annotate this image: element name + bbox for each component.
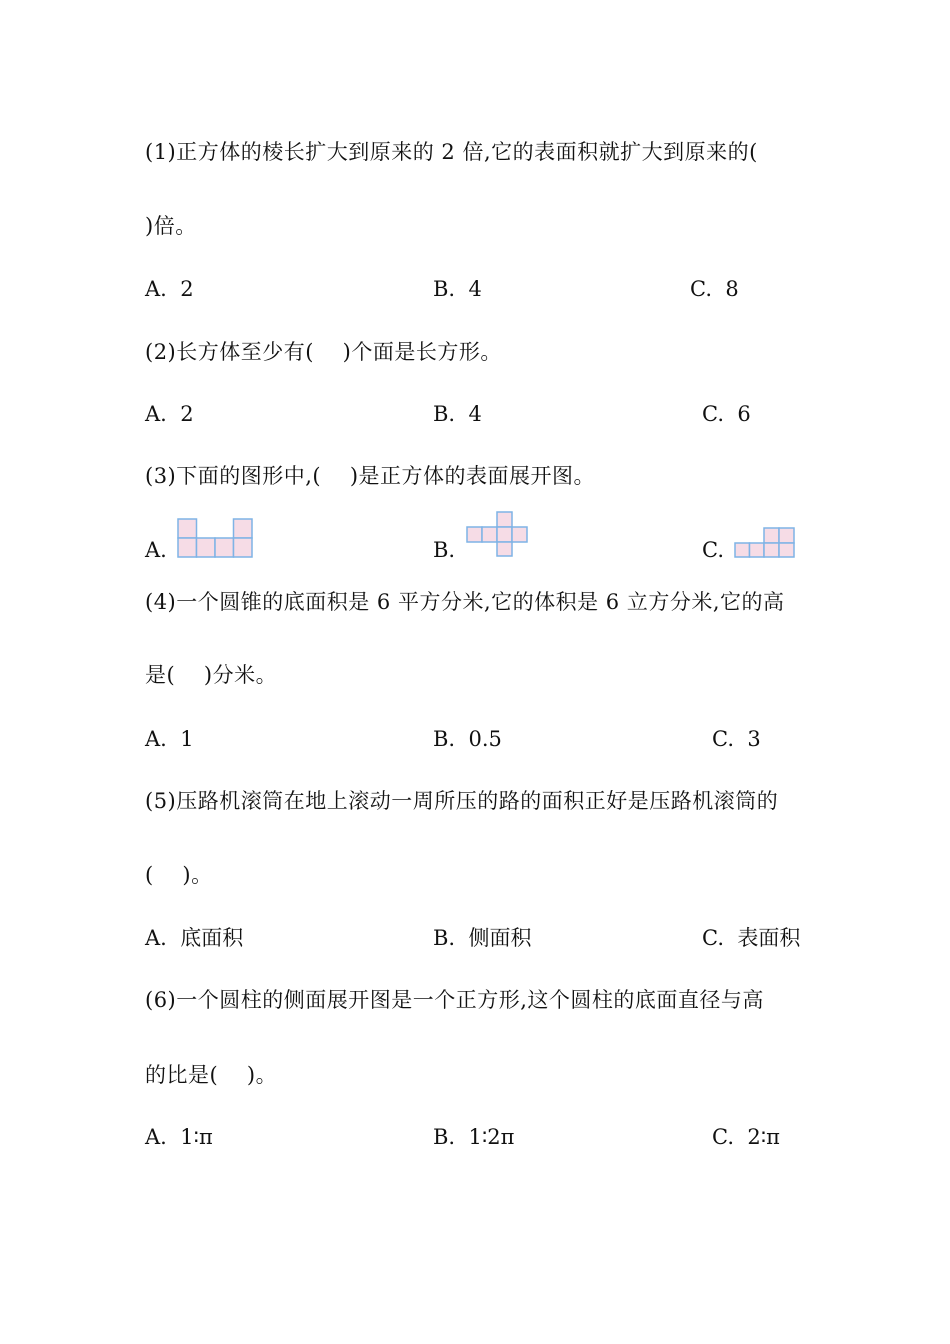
question-2-option-b: B. 4 [433,402,482,426]
question-4-text-line-1: (4)一个圆锥的底面积是 6 平方分米,它的体积是 6 立方分米,它的高 [145,590,785,614]
question-1-option-a: A. 2 [145,277,194,301]
question-6-text-line-2: 的比是( )。 [145,1063,278,1087]
question-6-option-a: A. 1∶π [145,1125,213,1149]
question-3-option-b: B. [433,538,456,562]
question-5-text-line-2: ( )。 [145,863,213,887]
question-3-text-line-1: (3)下面的图形中,( )是正方体的表面展开图。 [145,464,596,488]
question-4-text-line-2: 是( )分米。 [145,663,278,687]
question-4-option-b: B. 0.5 [433,727,502,751]
question-6-option-c: C. 2∶π [712,1125,780,1149]
question-5-option-b: B. 侧面积 [433,926,532,950]
question-6-text-line-1: (6)一个圆柱的侧面展开图是一个正方形,这个圆柱的底面直径与高 [145,988,764,1012]
question-2-option-a: A. 2 [145,402,194,426]
question-1-option-c: C. 8 [690,277,739,301]
question-4-option-c: C. 3 [712,727,761,751]
question-1-text-line-1: (1)正方体的棱长扩大到原来的 2 倍,它的表面积就扩大到原来的( [145,140,758,164]
question-6-option-b: B. 1∶2π [433,1125,515,1149]
cube-net-option-a [177,518,253,558]
question-1-text-line-2: )倍。 [145,214,197,238]
question-2-text-line-1: (2)长方体至少有( )个面是长方形。 [145,340,502,364]
question-5-option-c: C. 表面积 [702,926,801,950]
cube-net-option-c [734,527,796,559]
question-5-text-line-1: (5)压路机滚筒在地上滚动一周所压的路的面积正好是压路机滚筒的 [145,789,779,813]
question-3-option-a: A. [145,538,167,562]
cube-net-option-b [466,511,530,557]
question-5-option-a: A. 底面积 [145,926,244,950]
question-1-option-b: B. 4 [433,277,482,301]
question-4-option-a: A. 1 [145,727,194,751]
question-3-option-c: C. [702,538,724,562]
question-2-option-c: C. 6 [702,402,751,426]
